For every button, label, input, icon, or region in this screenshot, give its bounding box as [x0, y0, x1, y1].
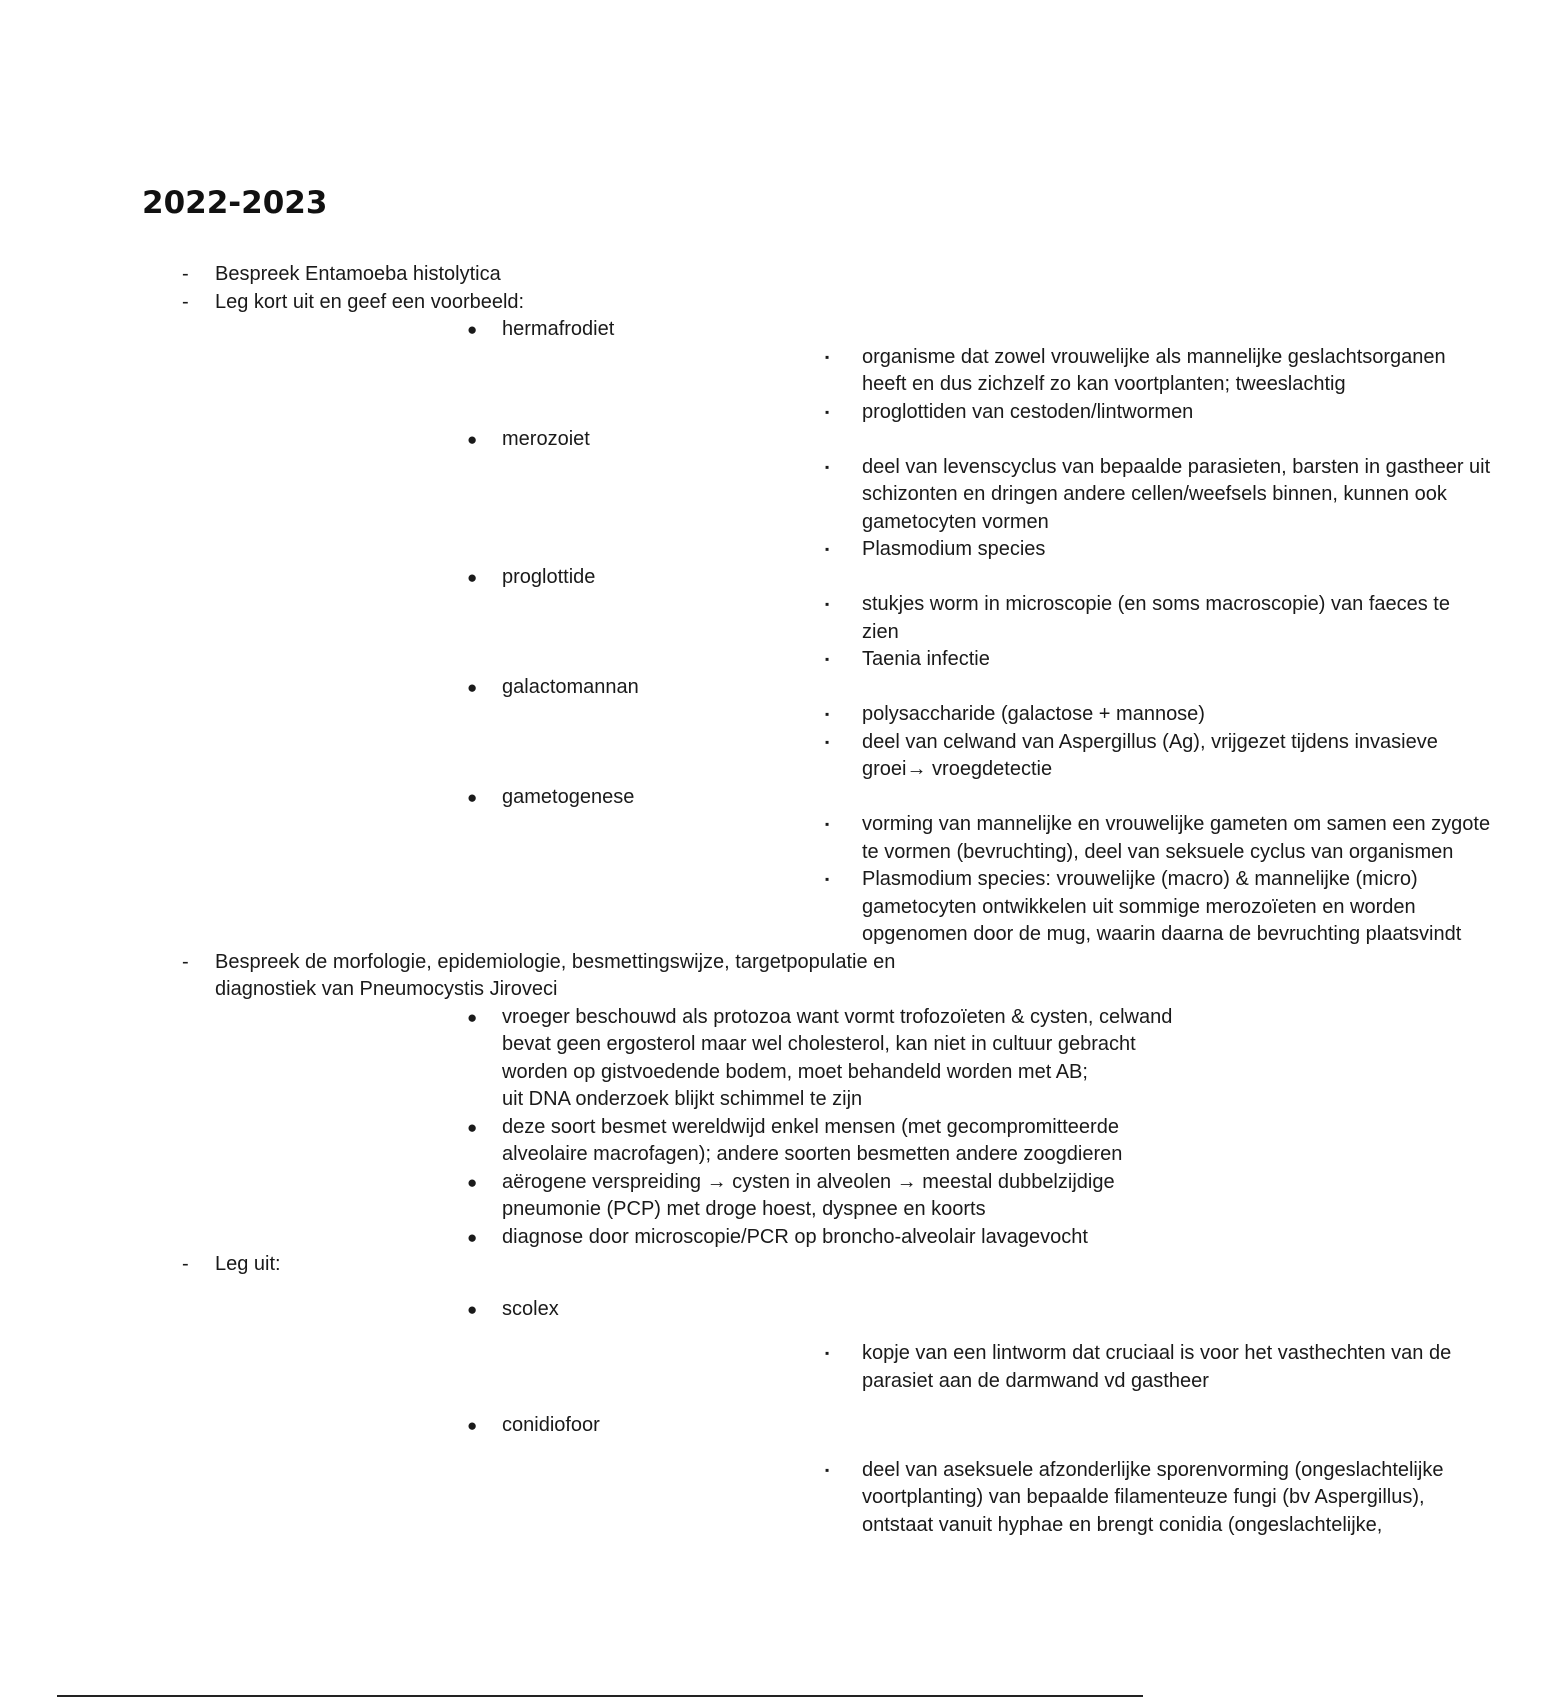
square-marker: ▪: [825, 652, 830, 666]
question-item: [0, 261, 1200, 289]
square-marker: ▪: [825, 1462, 830, 1477]
question-item: [0, 1251, 1452, 1539]
question-list-container: [0, 261, 1491, 1556]
explanation-text: proglottiden van cestoden/lintwormen: [862, 400, 1194, 423]
bullet-marker: ●: [467, 430, 478, 449]
term-label: proglottide: [502, 565, 596, 588]
term-label: aërogene verspreiding → cysten in alveolen → meestal dubbelzijdige pneumonie (PCP) met droge hoest, dyspnee en koorts: [502, 1170, 1115, 1220]
explanation-item: [502, 646, 1562, 674]
term-item: [215, 1114, 1200, 1169]
term-item: [215, 1224, 1200, 1252]
bullet-marker: ●: [467, 1007, 478, 1027]
term-label: gametogenese: [502, 785, 635, 808]
square-marker: ▪: [825, 817, 830, 831]
bullet-marker: ●: [467, 1227, 478, 1247]
term-label: scolex: [502, 1297, 559, 1320]
square-marker: ▪: [825, 542, 830, 556]
explanation-text: stukjes worm in microscopie (en soms macroscopie) van faeces te zien: [862, 593, 1450, 643]
dash-marker: -: [182, 263, 189, 285]
question-text: Leg kort uit en geef een voorbeeld:: [215, 290, 525, 313]
explanation-text: Taenia infectie: [862, 648, 990, 670]
term-item: [215, 564, 1450, 674]
explanation-item: [502, 701, 1562, 729]
explanation-item: [502, 729, 1562, 784]
explanation-list: [502, 1457, 1444, 1540]
explanation-list: [502, 591, 1450, 674]
square-marker: ▪: [825, 404, 830, 419]
square-marker: ▪: [825, 349, 830, 364]
page-title: 2022-2023: [142, 185, 328, 221]
term-label: merozoiet: [502, 428, 590, 450]
question-text: Leg uit:: [215, 1253, 281, 1275]
explanation-item: [502, 591, 1562, 646]
term-item: [215, 426, 1491, 564]
term-item: [215, 1296, 1452, 1396]
explanation-text: Plasmodium species: [862, 538, 1046, 560]
explanation-text: organisme dat zowel vrouwelijke als mannelijke geslachtsorganen heeft en dus zichzelf zo kan voortplanten; tweeslachtig: [862, 345, 1446, 395]
term-item: [215, 316, 1446, 426]
term-item: [215, 784, 1491, 949]
explanation-text: vorming van mannelijke en vrouwelijke gameten om samen een zygote te vormen (bevruchting), deel van seksuele cyclus van organismen: [862, 813, 1491, 863]
explanation-list: [502, 811, 1491, 949]
explanation-item: [502, 399, 1562, 427]
explanation-text: deel van celwand van Aspergillus (Ag), vrijgezet tijdens invasieve groei→ vroegdetectie: [862, 730, 1438, 780]
explanation-list: [502, 701, 1438, 784]
term-list: [215, 1004, 1200, 1252]
square-marker: ▪: [825, 459, 830, 474]
term-label: conidiofoor: [502, 1414, 600, 1436]
page-bottom-rule: [57, 1695, 1143, 1697]
explanation-item: [502, 811, 1562, 866]
bullet-marker: ●: [467, 320, 478, 339]
dash-marker: -: [182, 1253, 189, 1275]
explanation-item: [502, 536, 1562, 564]
explanation-item: [502, 1457, 1562, 1540]
bullet-marker: ●: [467, 1299, 478, 1319]
bullet-marker: ●: [467, 787, 478, 807]
explanation-text: Plasmodium species: vrouwelijke (macro) & mannelijke (micro) gametocyten ontwikkelen uit sommige merozoïeten en worden opgenomen door de mug, waarin daarna de bevruchting plaatsvindt: [862, 868, 1462, 945]
bullet-marker: ●: [467, 567, 478, 587]
square-marker: ▪: [825, 707, 830, 721]
term-label: vroeger beschouwd als protozoa want vormt trofozoïeten & cysten, celwand bevat geen ergosterol maar wel cholesterol, kan niet in cultuur gebracht worden op gistvoedende bodem, moet behandeld worden met AB; uit DNA onderzoek blijkt schimmel te zijn: [502, 1005, 1173, 1110]
explanation-text: deel van levenscyclus van bepaalde parasieten, barsten in gastheer uit schizonten en dringen andere cellen/weefsels binnen, kunnen ook gametocyten vormen: [862, 455, 1491, 533]
explanation-list: [502, 454, 1491, 564]
term-item: [215, 1412, 1444, 1539]
term-item: [215, 1169, 1200, 1224]
explanation-item: [502, 344, 1562, 399]
explanation-text: deel van aseksuele afzonderlijke sporenvorming (ongeslachtelijke voortplanting) van bepaalde filamenteuze fungi (bv Aspergillus), ontstaat vanuit hyphae en brengt conidia (ongeslachtelijke,: [862, 1458, 1444, 1536]
bullet-marker: ●: [467, 1416, 478, 1435]
square-marker: ▪: [825, 734, 830, 749]
term-label: deze soort besmet wereldwijd enkel mensen (met gecompromitteerde alveolaire macrofagen); andere soorten besmetten andere zoogdieren: [502, 1115, 1123, 1165]
dash-marker: -: [182, 950, 189, 973]
explanation-item: [502, 1340, 1562, 1395]
explanation-list: [502, 1340, 1452, 1395]
term-item: [215, 674, 1438, 784]
bullet-marker: ●: [467, 677, 478, 697]
question-item: [0, 949, 1200, 1252]
square-marker: ▪: [825, 872, 830, 886]
question-list: [0, 261, 1491, 1539]
term-label: diagnose door microscopie/PCR op broncho-alveolair lavagevocht: [502, 1225, 1088, 1248]
explanation-text: polysaccharide (galactose + mannose): [862, 703, 1205, 725]
term-list: [215, 1296, 1452, 1540]
term-item: [215, 1004, 1200, 1114]
explanation-item: [502, 866, 1562, 949]
square-marker: ▪: [825, 1346, 830, 1360]
explanation-item: [502, 454, 1562, 537]
bullet-marker: ●: [467, 1172, 478, 1192]
term-list: [215, 316, 1491, 949]
explanation-text: kopje van een lintworm dat cruciaal is voor het vasthechten van de parasiet aan de darmwand vd gastheer: [862, 1342, 1452, 1392]
square-marker: ▪: [825, 597, 830, 611]
question-item: [0, 289, 1491, 949]
term-label: hermafrodiet: [502, 318, 615, 340]
question-text: Bespreek de morfologie, epidemiologie, besmettingswijze, targetpopulatie en diagnostiek van Pneumocystis Jiroveci: [215, 950, 896, 1000]
explanation-list: [502, 344, 1446, 427]
bullet-marker: ●: [467, 1117, 478, 1137]
term-label: galactomannan: [502, 675, 639, 698]
dash-marker: -: [182, 290, 189, 313]
question-text: Bespreek Entamoeba histolytica: [215, 263, 501, 285]
